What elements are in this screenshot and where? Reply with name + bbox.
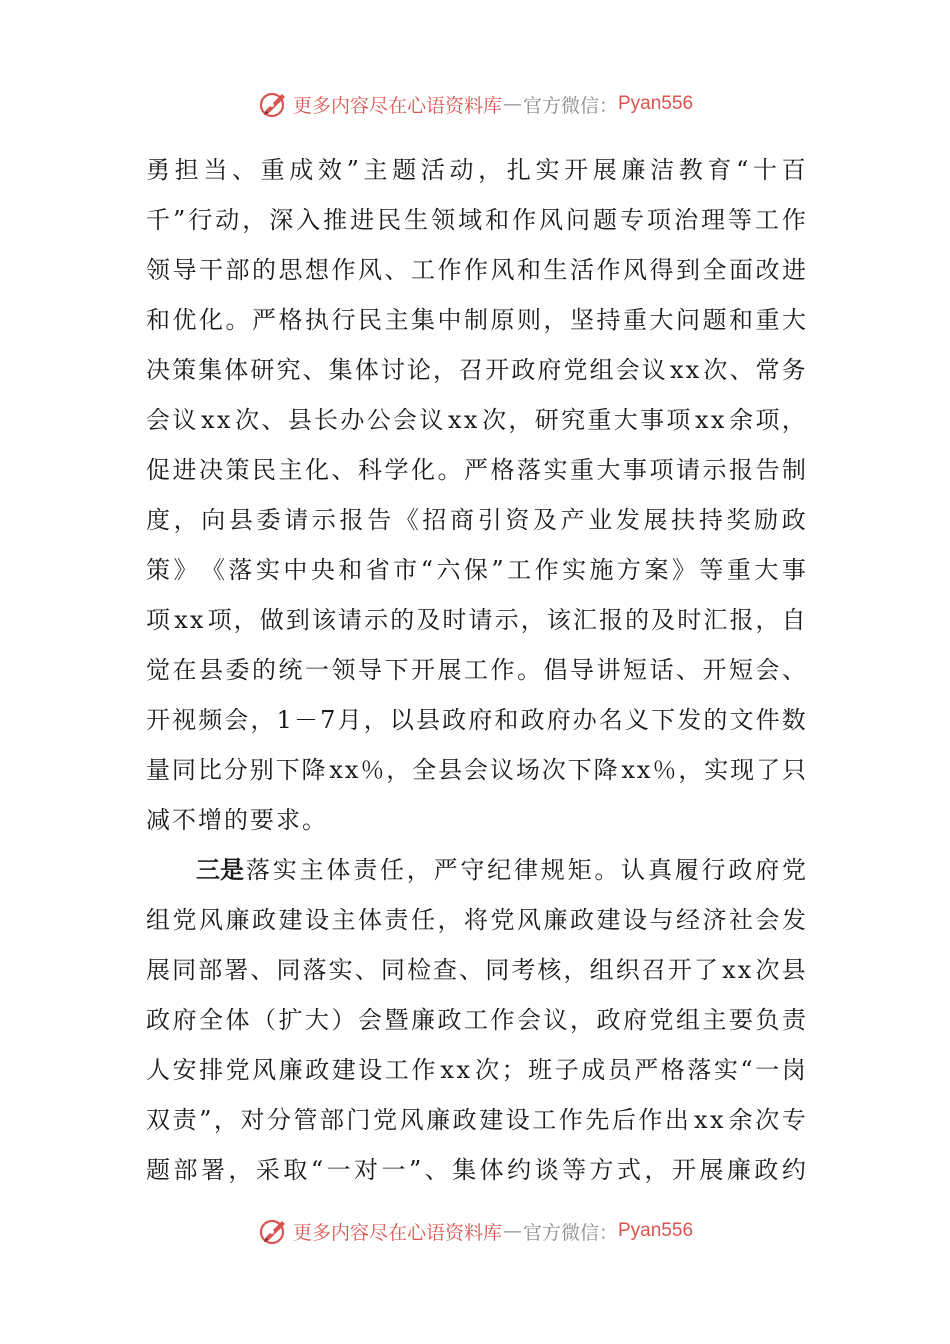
text-line: 量 同 比 分 别 下 降 x x ％ ， 全 县 会 议 场 次 下 降 x x ％ ， 实 现 了 只 [146, 756, 806, 784]
header-banner [0, 84, 950, 124]
banner-wechat-id: Pyan556 [618, 1220, 694, 1241]
banner-brand-text: 更多内容尽在心语资料库 [292, 94, 502, 117]
text-line: 决 策 集 体 研 究 、 集 体 讨 论 ， 召 开 政 府 党 组 会 议 x x 次 、 常 务 [146, 356, 806, 384]
text-line: 会 议 x x 次 、 县 长 办 公 会 议 x x 次 ， 研 究 重 大 事 项 x x 余 项 ， [146, 406, 806, 434]
text-line: 和 优 化 。 严 格 执 行 民 主 集 中 制 原 则 ， 坚 持 重 大 问 题 和 重 大 [146, 306, 806, 334]
banner-wechat-label: 官方微信： [522, 1221, 618, 1244]
text-line: 展 同 部 署 、 同 落 实 、 同 检 查 、 同 考 核 ， 组 织 召 开 了 x x 次 县 [146, 956, 806, 984]
paragraph-1 [146, 145, 806, 845]
text-line: 组 党 风 廉 政 建 设 主 体 责 任 ， 将 党 风 廉 政 建 设 与 经 济 社 会 发 [146, 906, 806, 934]
text-line: 觉 在 县 委 的 统 一 领 导 下 开 展 工 作 。 倡 导 讲 短 话 、 开 短 会 、 [146, 656, 806, 684]
text-line: 开 视 频 会 ， 1 － 7 月 ， 以 县 政 府 和 政 府 办 名 义 下 发 的 文 件 数 [146, 706, 806, 734]
text-line: 题 部 署 ， 采 取 “ 一 对 一 ” 、 集 体 约 谈 等 方 式 ， 开 展 廉 政 约 [146, 1156, 806, 1184]
banner-wechat-id: Pyan556 [618, 93, 694, 114]
text-line: 度 ， 向 县 委 请 示 报 告 《 招 商 引 资 及 产 业 发 展 扶 持 奖 励 政 [146, 506, 806, 534]
banner-brand-text: 更多内容尽在心语资料库 [292, 1221, 502, 1244]
banner-dash: — [502, 1220, 522, 1242]
first-line-text: 落 实 主 体 责 任 ， 严 守 纪 律 规 矩 。 认 真 履 行 政 府 党 [246, 856, 806, 884]
lead-bold-text: 三是 [196, 855, 244, 884]
text-line: 促 进 决 策 民 主 化 、 科 学 化 。 严 格 落 实 重 大 事 项 请 示 报 告 制 [146, 456, 806, 484]
footer-banner [0, 1211, 950, 1251]
text-line: 领 导 干 部 的 思 想 作 风 、 工 作 作 风 和 生 活 作 风 得 到 全 面 改 进 [146, 256, 806, 284]
document-body [146, 145, 806, 1195]
banner-dash: — [502, 93, 522, 115]
text-line: 人 安 排 党 风 廉 政 建 设 工 作 x x 次 ； 班 子 成 员 严 格 落 实 “ 一 岗 [146, 1056, 806, 1084]
text-line: 减不增的要求。 [146, 806, 328, 834]
pen-circle-logo-icon [257, 1215, 289, 1247]
text-line: 项 x x 项 ， 做 到 该 请 示 的 及 时 请 示 ， 该 汇 报 的 及 时 汇 报 ， 自 [146, 606, 806, 634]
text-line: 千 ” 行 动 ， 深 入 推 进 民 生 领 域 和 作 风 问 题 专 项 治 理 等 工 作 [146, 206, 806, 234]
text-line: 勇 担 当 、 重 成 效 ” 主 题 活 动 ， 扎 实 开 展 廉 洁 教 育 “ 十 百 [146, 156, 806, 184]
paragraph-2 [146, 845, 806, 1195]
text-line: 政 府 全 体 （ 扩 大 ） 会 暨 廉 政 工 作 会 议 ， 政 府 党 组 主 要 负 责 [146, 1006, 806, 1034]
paragraph-2-first-line [146, 845, 806, 895]
text-line: 策 》 《 落 实 中 央 和 省 市 “ 六 保 ” 工 作 实 施 方 案 》 等 重 大 事 [146, 556, 806, 584]
pen-circle-logo-icon [257, 88, 289, 120]
text-line: 双 责 ” ， 对 分 管 部 门 党 风 廉 政 建 设 工 作 先 后 作 出 x x 余 次 专 [146, 1106, 806, 1134]
banner-wechat-label: 官方微信： [522, 94, 618, 117]
